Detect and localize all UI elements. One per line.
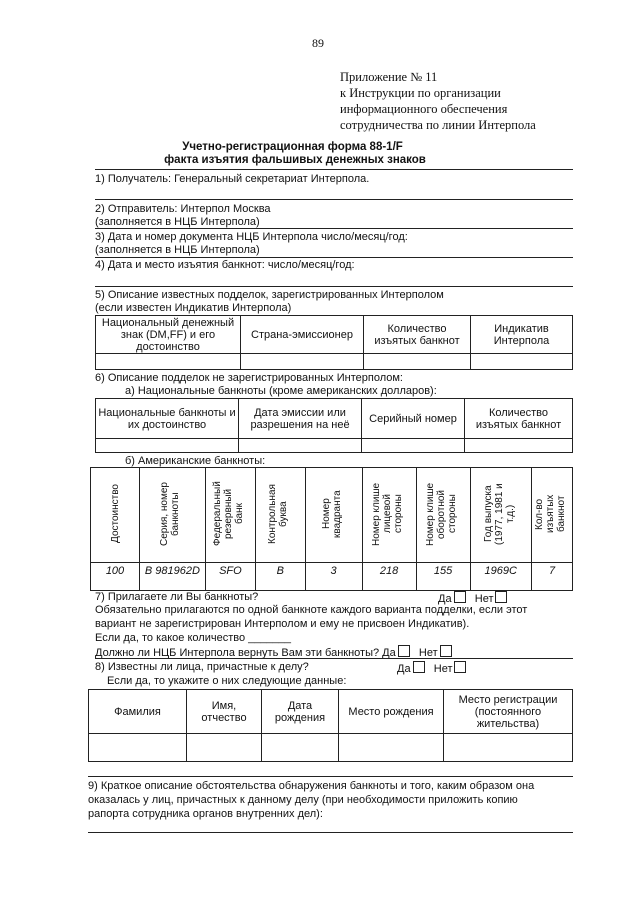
field-7-label: 7) Прилагаете ли Вы банкноты? [95, 591, 259, 603]
table-cell[interactable]: 100 [91, 563, 140, 591]
rule [95, 199, 573, 200]
header-text: Год выпуска (1977, 1981 и т.д.) [482, 482, 516, 545]
form-title [0, 141, 640, 167]
table-header-cell [91, 468, 140, 563]
table-header-cell [140, 468, 206, 563]
table-header-cell: Индикатив Интерпола [471, 316, 573, 354]
field-7-return-label: Должно ли НЦБ Интерпола вернуть Вам эти банкноты? [95, 647, 380, 659]
table-cell[interactable] [96, 439, 239, 453]
field-9-line: рапорта сотрудника органов внутренних дел): [88, 808, 323, 820]
form-title-line1: Учетно-регистрационная форма 88-1/F [182, 141, 403, 153]
rule [95, 169, 573, 170]
table-row [96, 439, 573, 453]
rule [95, 257, 573, 258]
table-header-cell: Количество изъятых банкнот [364, 316, 471, 354]
rule [95, 228, 573, 229]
no-checkbox[interactable] [440, 645, 452, 657]
table-header-cell [305, 468, 362, 563]
field-9-line: 9) Краткое описание обстоятельства обнаружения банкноты и того, каким образом она [88, 780, 535, 792]
table-cell[interactable]: 218 [362, 563, 416, 591]
form-title-line2: факта изъятия фальшивых денежных знаков [164, 154, 426, 166]
header-text: Номер клише оборотной стороны [425, 481, 459, 546]
table-header-cell: Место рождения [339, 690, 444, 734]
field-7-options [438, 591, 507, 605]
field-9-text [88, 779, 534, 821]
table-row [89, 734, 573, 762]
table-cell[interactable] [96, 354, 241, 370]
table-header-cell: Количество изъятых банкнот [465, 399, 573, 439]
field-3-note: (заполняется в НЦБ Интерпола) [95, 244, 260, 256]
field-8-label: 8) Известны ли лица, причастные к делу? [95, 661, 309, 673]
no-label: Нет [418, 647, 438, 659]
table-cell[interactable] [362, 439, 465, 453]
table-cell[interactable] [444, 734, 573, 762]
table-header-cell [205, 468, 255, 563]
table-5 [95, 315, 573, 370]
table-6a [95, 398, 573, 453]
rule [95, 286, 573, 287]
page-number: 89 [312, 36, 324, 50]
table-header-cell [362, 468, 416, 563]
table-cell[interactable]: B 981962D [140, 563, 206, 591]
yes-checkbox[interactable] [398, 645, 410, 657]
field-6a-label: а) Национальные банкноты (кроме американских долларов): [125, 385, 437, 397]
no-checkbox[interactable] [495, 591, 507, 603]
table-header-cell [470, 468, 531, 563]
header-text: Номер клише лицевой стороны [371, 481, 405, 546]
table-cell[interactable]: 3 [305, 563, 362, 591]
table-header-cell: Дата рождения [262, 690, 339, 734]
yes-label: Да [397, 663, 411, 675]
table-header-cell: Дата эмиссии или разрешения на неё [239, 399, 362, 439]
table-cell[interactable] [364, 354, 471, 370]
table-cell[interactable] [465, 439, 573, 453]
no-checkbox[interactable] [454, 661, 466, 673]
table-header-row [96, 316, 573, 354]
field-7-qty: Если да, то какое количество _______ [95, 632, 291, 644]
table-cell[interactable] [241, 354, 364, 370]
appendix-line: сотрудничества по линии Интерпола [340, 118, 536, 132]
rule [95, 658, 573, 659]
rule [88, 776, 573, 777]
header-text: Номер квадранта [320, 489, 343, 538]
yes-label: Да [438, 593, 452, 605]
appendix-block [340, 69, 536, 133]
yes-label: Да [382, 647, 396, 659]
table-header-row [91, 468, 573, 563]
header-text: Федеральный резервный банк [212, 481, 246, 546]
table-cell[interactable]: SFO [205, 563, 255, 591]
field-3-label: 3) Дата и номер документа НЦБ Интерпола число/месяц/год: [95, 231, 408, 243]
field-9-line: оказалась у лиц, причастных к данному делу (при необходимости приложить копию [88, 794, 518, 806]
table-header-cell [256, 468, 306, 563]
field-8-options [397, 661, 466, 675]
table-cell[interactable]: 155 [416, 563, 470, 591]
field-5-label: 5) Описание известных подделок, зарегистрированных Интерполом [95, 289, 444, 301]
appendix-line: информационного обеспечения [340, 102, 508, 116]
field-7-return [95, 645, 452, 659]
field-4-label: 4) Дата и место изъятия банкнот: число/месяц/год: [95, 259, 355, 271]
table-header-cell: Фамилия [89, 690, 187, 734]
table-header-cell [532, 468, 573, 563]
field-6b-label: б) Американские банкноты: [125, 455, 266, 467]
table-header-row [89, 690, 573, 734]
table-header-cell: Национальный денежный знак (DM,FF) и его достоинство [96, 316, 241, 354]
table-cell[interactable] [339, 734, 444, 762]
table-cell[interactable] [89, 734, 187, 762]
header-text: Серия, номер банкноты [159, 481, 182, 546]
no-label: Нет [433, 663, 453, 675]
table-cell[interactable]: B [256, 563, 306, 591]
table-header-cell: Место регистрации (постоянного жительства) [444, 690, 573, 734]
appendix-line: к Инструкции по организации [340, 86, 501, 100]
table-cell[interactable]: 1969C [470, 563, 531, 591]
header-text: Кол-во изъятых банкнот [534, 494, 567, 533]
header-text: Достоинство [109, 484, 121, 543]
table-header-cell: Имя, отчество [187, 690, 262, 734]
field-7-text1: Обязательно прилагаются по одной банкноте каждого варианта подделки, если этот [95, 604, 528, 616]
table-cell[interactable] [262, 734, 339, 762]
field-8-note: Если да, то укажите о них следующие данные: [107, 675, 347, 687]
field-7-text2: вариант не зарегистрирован Интерполом и ему не присвоен Индикатив). [95, 618, 470, 630]
table-6b [90, 467, 573, 591]
table-header-cell [416, 468, 470, 563]
yes-checkbox[interactable] [454, 591, 466, 603]
field-1-label: 1) Получатель: Генеральный секретариат Интерпола. [95, 173, 370, 185]
table-cell[interactable] [471, 354, 573, 370]
table-header-row [96, 399, 573, 439]
header-text: Контрольная буква [267, 483, 290, 544]
table-cell[interactable] [187, 734, 262, 762]
table-header-cell: Страна-эмиссионер [241, 316, 364, 354]
table-header-cell: Национальные банкноты и их достоинство [96, 399, 239, 439]
no-label: Нет [474, 593, 494, 605]
table-row [91, 563, 573, 591]
appendix-line: Приложение № 11 [340, 70, 438, 84]
table-cell[interactable] [239, 439, 362, 453]
table-header-cell: Серийный номер [362, 399, 465, 439]
field-2-label: 2) Отправитель: Интерпол Москва [95, 203, 271, 215]
table-8 [88, 689, 573, 762]
rule [88, 832, 573, 833]
field-2-note: (заполняется в НЦБ Интерпола) [95, 216, 260, 228]
field-6-label: 6) Описание подделок не зарегистрированных Интерполом: [95, 372, 403, 384]
field-5-note: (если известен Индикатив Интерпола) [95, 302, 292, 314]
table-row [96, 354, 573, 370]
table-cell[interactable]: 7 [532, 563, 573, 591]
yes-checkbox[interactable] [413, 661, 425, 673]
